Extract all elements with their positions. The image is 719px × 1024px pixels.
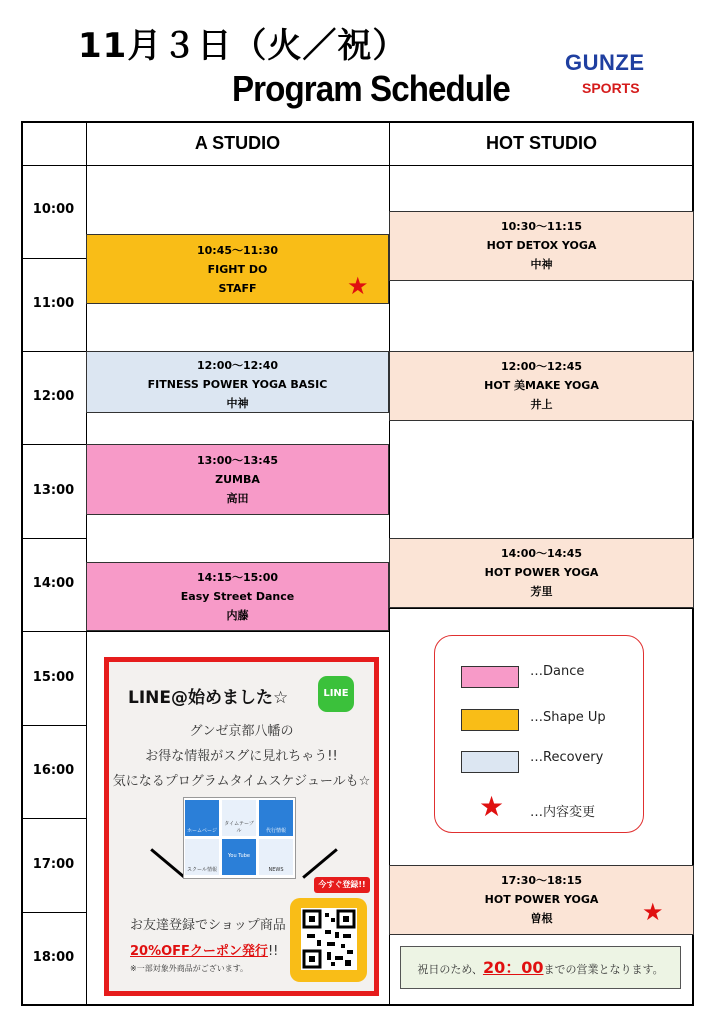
time-divider [21,351,86,352]
app-label: タイムテーブル [224,821,254,834]
time-divider [21,912,86,913]
class-block-hot-detox-yoga[interactable] [389,211,694,281]
legend-label-changed: …内容変更 [530,805,596,820]
qr-code-icon[interactable] [301,908,357,970]
register-now-badge: 今すぐ登録!! [314,877,370,893]
class-time: 12:00～12:45 [500,360,583,373]
time-label: 17:00 [32,857,75,872]
class-block-hot-power-yoga[interactable] [389,538,694,608]
time-label: 18:00 [32,950,75,965]
class-time: 12:00～12:40 [196,359,279,372]
class-time: 13:00～13:45 [196,454,279,467]
time-divider [21,725,86,726]
home-icon [185,800,219,836]
time-label: 15:00 [32,670,75,685]
news-icon [259,839,293,875]
class-instructor: 曽根 [530,912,553,925]
star-icon: ★ [479,790,505,823]
class-name: FITNESS POWER YOGA BASIC [147,378,328,391]
youtube-icon [222,839,256,875]
a-studio-divider [86,631,389,632]
promo-footnote: ※一部対象外商品がございます。 [130,964,249,973]
class-block-fight-do[interactable] [86,234,389,304]
time-divider [21,165,86,166]
time-label: 16:00 [32,763,75,778]
people-icon [259,800,293,836]
column-hot-studio: HOT STUDIO [486,133,597,153]
class-instructor: 芳里 [530,585,553,598]
column-a-studio: A STUDIO [194,133,281,153]
class-name: HOT POWER YOGA [484,893,599,906]
app-label: スクール情報 [187,867,217,873]
holiday-notice [400,946,681,989]
legend-label-recovery: …Recovery [530,750,604,765]
class-time: 10:30～11:15 [500,220,583,233]
time-label: 13:00 [32,483,75,498]
class-time: 17:30～18:15 [500,874,583,887]
promo-heading: LINE@始めました☆ [128,688,289,708]
class-instructor: 中神 [530,258,553,271]
class-time: 14:15～15:00 [196,571,279,584]
class-name: HOT 美MAKE YOGA [484,379,599,392]
class-instructor: 井上 [530,398,553,411]
hot-studio-divider [389,608,694,609]
promo-line2: お得な情報がスグに見れちゃう!! [145,749,338,764]
promo-line3: 気になるプログラムタイムスケジュールも☆ [112,774,371,789]
class-name: Easy Street Dance [180,590,295,603]
logo-gunze: GUNZE [565,50,645,75]
legend-label-dance: …Dance [530,664,585,679]
class-instructor: 高田 [226,492,249,505]
promo-coupon [130,940,278,959]
legend-swatch-dance [461,666,519,688]
calendar-icon [222,800,256,836]
coupon-highlight: 20%OFFクーポン発行 [130,944,268,959]
logo-sports: SPORTS [582,80,640,96]
notice-closing-time: 20：00 [482,958,544,977]
class-block-zumba[interactable] [86,444,389,515]
time-label: 12:00 [32,389,75,404]
time-label: 11:00 [32,296,75,311]
time-divider [21,538,86,539]
class-block-hot-make-yoga[interactable] [389,351,694,421]
class-instructor: 中神 [226,397,249,410]
star-icon: ★ [642,898,664,926]
time-label: 14:00 [32,576,75,591]
class-time: 14:00～14:45 [500,547,583,560]
time-divider [21,258,86,259]
star-icon: ★ [347,272,369,300]
promo-line1: グンゼ京都八幡の [189,724,294,739]
class-name: ZUMBA [215,473,260,486]
time-divider [21,444,86,445]
class-name: FIGHT DO [207,263,268,276]
promo-friend-text: お友達登録でショップ商品 [130,918,286,933]
page-title: Program Schedule [232,68,510,109]
class-block-easy-street-dance[interactable] [86,562,389,631]
class-block-fitness-power-yoga[interactable] [86,351,389,413]
date-title: 11月３日（火／祝） [78,26,408,66]
legend-swatch-recovery [461,751,519,773]
school-icon [185,839,219,875]
legend-swatch-shape-up [461,709,519,731]
class-time: 10:45～11:30 [196,244,279,257]
app-menu-preview [183,797,296,879]
app-label: 代行情報 [265,828,286,834]
app-label: You Tube [228,853,250,859]
class-instructor: STAFF [218,282,257,295]
app-label: ホームページ [187,828,217,834]
time-divider [21,631,86,632]
class-name: HOT DETOX YOGA [486,239,597,252]
notice-text: までの営業となります。 [543,963,664,976]
notice-text: 祝日のため、 [417,963,483,976]
legend-label-shape-up: …Shape Up [530,710,606,725]
class-name: HOT POWER YOGA [484,566,599,579]
class-instructor: 内藤 [226,609,249,622]
line-icon: LINE [318,676,354,712]
coupon-suffix: !! [267,944,279,959]
app-label: NEWS [268,867,284,873]
time-label: 10:00 [32,202,75,217]
time-divider [21,818,86,819]
